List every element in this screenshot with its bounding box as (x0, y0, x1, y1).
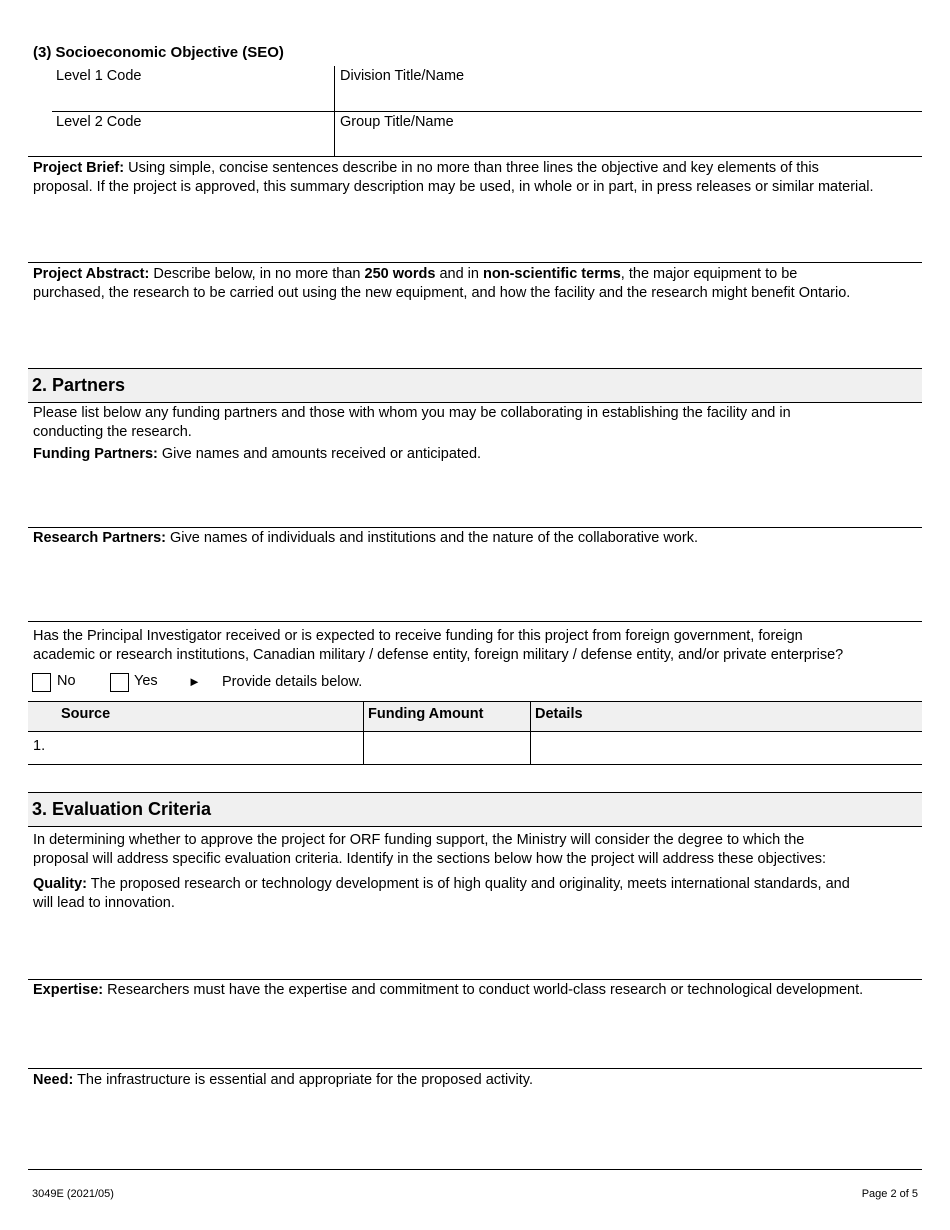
partners-intro-line2: conducting the research. (33, 424, 192, 440)
project-brief-line2: proposal. If the project is approved, this summary description may be used, in whole or in part, in press releases or similar material. (33, 179, 874, 195)
project-brief-label: Project Brief: (33, 160, 125, 176)
seo-heading: (3) Socioeconomic Objective (SEO) (33, 44, 284, 61)
table-header-funding-amount: Funding Amount (368, 706, 484, 722)
level1-code-label: Level 1 Code (56, 68, 142, 84)
expertise-divider (28, 1068, 922, 1069)
table-header-line (28, 731, 922, 732)
foreign-funding-question-line2: academic or research institutions, Canadian military / defense entity, foreign military / defense entity, and/or private enterprise? (33, 647, 844, 663)
table-row-number: 1. (33, 738, 46, 754)
group-title-field[interactable] (338, 133, 918, 155)
page-number: Page 2 of 5 (861, 1188, 918, 1200)
table-source-input[interactable] (50, 734, 360, 762)
partners-intro-line1: Please list below any funding partners and those with whom you may be collaborating in establishing the facility and in (33, 405, 791, 421)
level1-code-field[interactable] (52, 88, 332, 110)
project-brief-divider (28, 262, 922, 263)
quality-line1: Quality: The proposed research or technology development is of high quality and originality, meets international standards, and (33, 876, 850, 892)
funding-partners-line: Funding Partners: Give names and amounts received or anticipated. (33, 446, 482, 462)
seo-divider-1 (334, 66, 335, 112)
yes-checkbox[interactable] (110, 673, 129, 692)
no-checkbox[interactable] (32, 673, 51, 692)
evaluation-section-bar (28, 792, 922, 827)
table-top-line (28, 701, 922, 702)
quality-divider (28, 979, 922, 980)
quality-input[interactable] (30, 916, 920, 976)
seo-row-divider (52, 111, 922, 112)
project-abstract-input[interactable] (30, 306, 920, 364)
table-header-details: Details (535, 706, 583, 722)
research-partners-line: Research Partners: Give names of individuals and institutions and the nature of the collaborative work. (33, 530, 698, 546)
table-col-divider-2 (530, 701, 531, 765)
table-col-divider-1 (363, 701, 364, 765)
project-brief-line1: Project Brief: Using simple, concise sentences describe in no more than three lines the objective and key elements of this (33, 160, 819, 176)
table-bottom-line (28, 764, 922, 765)
funding-partners-label: Funding Partners: (33, 446, 158, 462)
no-label: No (57, 673, 76, 689)
research-partners-input[interactable] (30, 551, 920, 619)
table-details-input[interactable] (533, 734, 919, 762)
funding-partners-input[interactable] (30, 467, 920, 525)
expertise-label: Expertise: (33, 982, 104, 998)
table-header-source: Source (61, 706, 111, 722)
evaluation-intro-line2: proposal will address specific evaluation criteria. Identify in the sections below how the project will address these objectives: (33, 851, 827, 867)
research-partners-divider (28, 621, 922, 622)
level2-code-field[interactable] (52, 133, 332, 155)
partners-section-title: 2. Partners (32, 375, 126, 395)
form-number: 3049E (2021/05) (32, 1188, 114, 1200)
project-abstract-line1: Project Abstract: Describe below, in no more than 250 words and in non-scientific terms, the major equipment to be (33, 266, 798, 282)
project-abstract-line2: purchased, the research to be carried out using the new equipment, and how the facility and the research might benefit Ontario. (33, 285, 851, 301)
table-funding-amount-input[interactable] (366, 734, 527, 762)
partners-section-bar (28, 368, 922, 403)
evaluation-section-title: 3. Evaluation Criteria (32, 799, 212, 819)
quality-label: Quality: (33, 876, 87, 892)
division-title-label: Division Title/Name (340, 68, 465, 84)
yes-label: Yes (134, 673, 158, 689)
seo-bottom-line (28, 156, 922, 157)
need-label: Need: (33, 1072, 74, 1088)
foreign-funding-question-line1: Has the Principal Investigator received or is expected to receive funding for this project from foreign government, foreign (33, 628, 803, 644)
provide-details-label: Provide details below. (222, 674, 363, 690)
footer-line (28, 1169, 922, 1170)
project-brief-input[interactable] (30, 200, 920, 260)
level2-code-label: Level 2 Code (56, 114, 142, 130)
arrow-right-icon: ► (188, 674, 201, 689)
seo-divider-2 (334, 112, 335, 156)
need-input[interactable] (30, 1093, 920, 1165)
project-abstract-label: Project Abstract: (33, 266, 150, 282)
quality-line2: will lead to innovation. (33, 895, 175, 911)
research-partners-label: Research Partners: (33, 530, 166, 546)
evaluation-intro-line1: In determining whether to approve the project for ORF funding support, the Ministry will consider the degree to which the (33, 832, 805, 848)
need-line: Need: The infrastructure is essential and appropriate for the proposed activity. (33, 1072, 533, 1088)
group-title-label: Group Title/Name (340, 114, 454, 130)
division-title-field[interactable] (338, 88, 918, 110)
expertise-input[interactable] (30, 1003, 920, 1065)
funding-partners-divider (28, 527, 922, 528)
expertise-line: Expertise: Researchers must have the expertise and commitment to conduct world-class research or technological development. (33, 982, 864, 998)
